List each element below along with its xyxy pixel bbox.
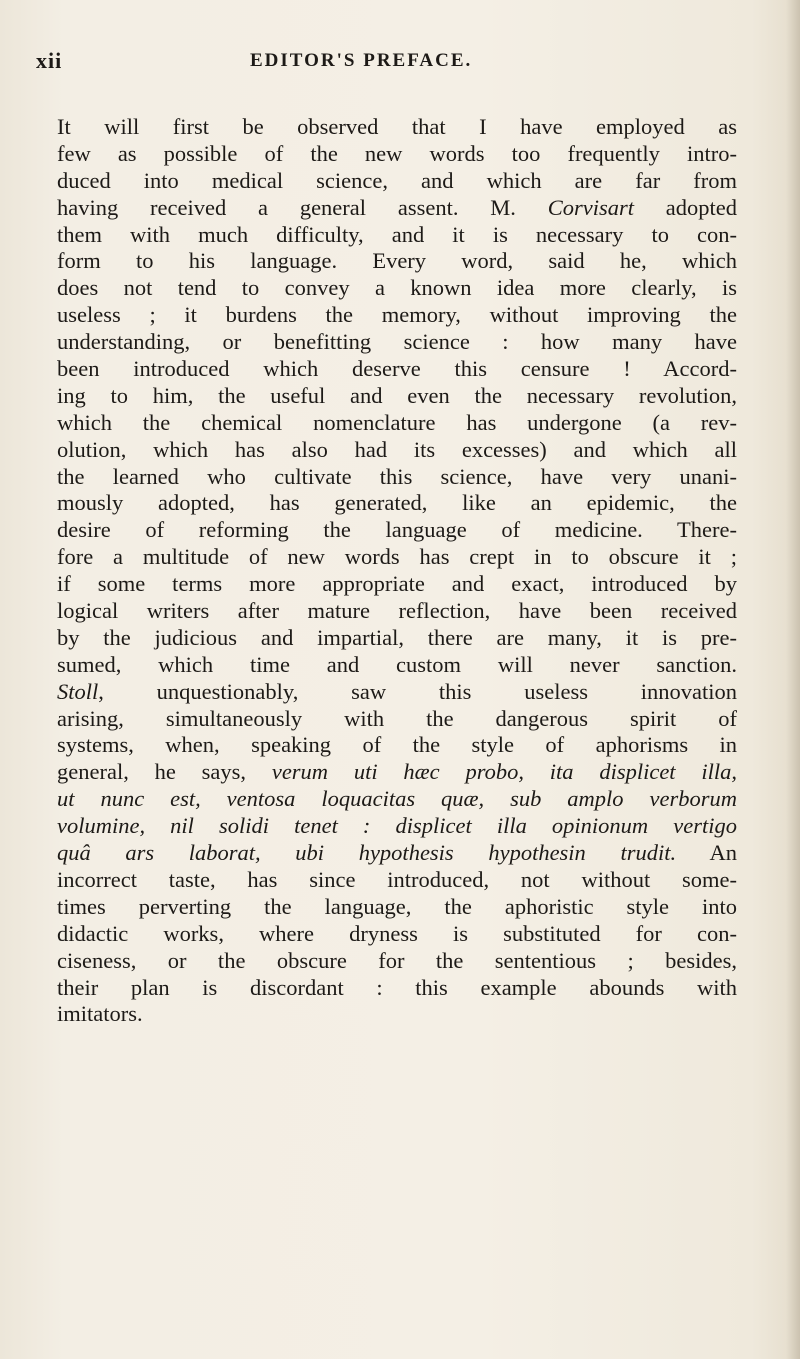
preface-paragraph — [57, 114, 737, 1028]
text-line: logical writers after mature reflection, have been received — [57, 598, 737, 624]
text-line — [57, 786, 737, 813]
page-number: xii — [36, 48, 63, 73]
italic-phrase: volumine, nil solidi tenet : displicet illa opinionum vertigo — [57, 813, 737, 839]
page-edge-shadow — [786, 0, 800, 1359]
text-line: sumed, which time and custom will never sanction. — [57, 651, 737, 677]
text-line: didactic works, where dryness is substituted for con- — [57, 920, 737, 946]
italic-phrase: quâ ars laborat, ubi hypothesis hypothesin trudit. — [57, 840, 677, 866]
text-line: incorrect taste, has since introduced, not without some- — [57, 866, 737, 892]
text-line: quâ ars laborat, ubi hypothesis hypothesin trudit. An — [57, 840, 737, 866]
text-line: imitators. — [57, 1001, 143, 1027]
text-line: them with much difficulty, and it is necessary to con- — [57, 221, 737, 247]
text-line: ciseness, or the obscure for the sententious ; besides, — [57, 947, 737, 973]
text-line: It will first be observed that I have employed as — [57, 114, 737, 139]
text-line: been introduced which deserve this censure ! Accord- — [57, 356, 737, 382]
text-line: which the chemical nomenclature has undergone (a rev- — [57, 409, 737, 435]
text-line: form to his language. Every word, said he, which — [57, 248, 737, 274]
text-line: systems, when, speaking of the style of aphorisms in — [57, 732, 737, 758]
italic-phrase: verum uti hæc probo, ita displicet illa, — [271, 759, 737, 785]
text-line: having received a general assent. M. Corvisart adopted — [57, 194, 737, 220]
text-line: their plan is discordant : this example abounds with — [57, 974, 737, 1000]
text-line: if some terms more appropriate and exact, introduced by — [57, 571, 737, 597]
text-line: fore a multitude of new words has crept in to obscure it ; — [57, 544, 737, 570]
italic-phrase: ut nunc est, ventosa loquacitas quæ, sub amplo verborum — [57, 786, 737, 812]
text-line — [57, 813, 737, 840]
text-line: arising, simultaneously with the dangerous spirit of — [57, 705, 737, 731]
text-line: Stoll, unquestionably, saw this useless innovation — [57, 678, 737, 704]
text-line: general, he says, verum uti hæc probo, ita displicet illa, — [57, 759, 737, 785]
text-line: duced into medical science, and which are far from — [57, 167, 737, 193]
text-line: by the judicious and impartial, there are many, it is pre- — [57, 624, 737, 650]
text-line: the learned who cultivate this science, have very unani- — [57, 463, 737, 489]
text-line: mously adopted, has generated, like an epidemic, the — [57, 490, 737, 516]
running-head — [36, 48, 736, 78]
text-line: desire of reforming the language of medicine. There- — [57, 517, 737, 543]
header-title: EDITOR'S PREFACE. — [250, 50, 473, 71]
italic-phrase: Stoll — [57, 678, 99, 704]
text-line: few as possible of the new words too frequently intro- — [57, 140, 737, 166]
text-line: does not tend to convey a known idea more clearly, is — [57, 275, 737, 301]
text-line: ing to him, the useful and even the necessary revolution, — [57, 382, 737, 408]
text-line: olution, which has also had its excesses) and which all — [57, 436, 737, 462]
text-line: useless ; it burdens the memory, without improving the — [57, 302, 737, 328]
italic-phrase: Corvisart — [547, 194, 634, 220]
text-line: understanding, or benefitting science : how many have — [57, 329, 737, 355]
text-line: times perverting the language, the aphoristic style into — [57, 893, 737, 919]
